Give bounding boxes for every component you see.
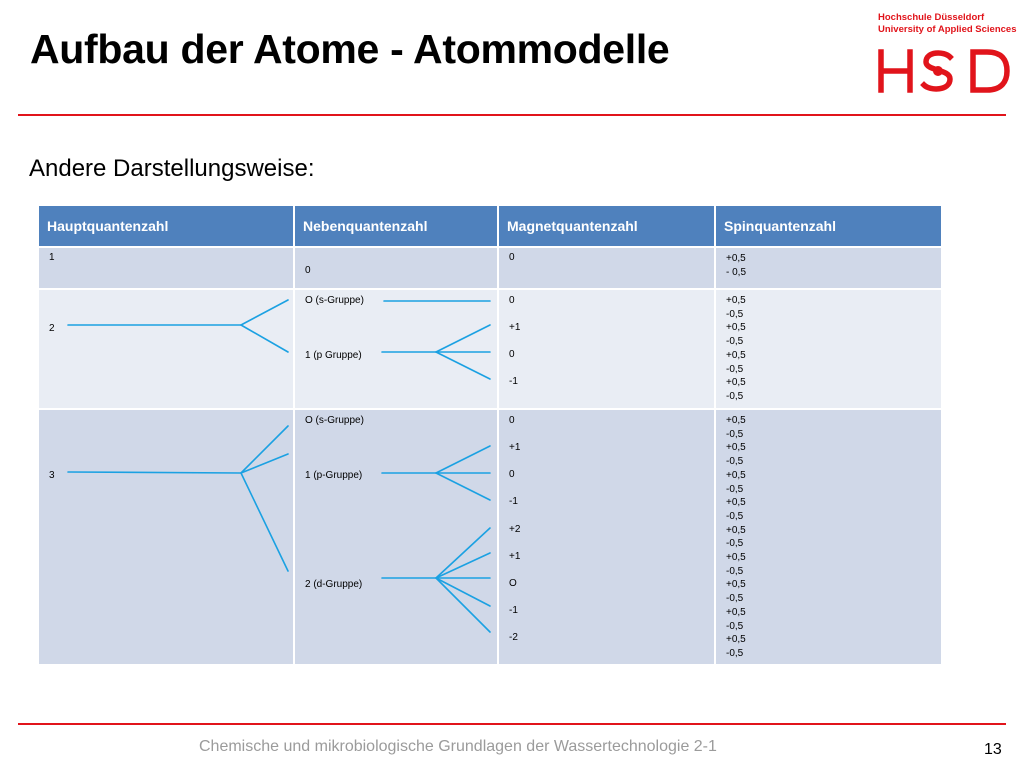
- m-value: 0: [509, 349, 515, 360]
- spin-value: +0,5: [726, 322, 746, 334]
- spin-value: -0,5: [726, 428, 744, 440]
- l-value: 2 (d-Gruppe): [305, 579, 363, 590]
- l-value: 1 (p Gruppe): [305, 350, 362, 361]
- header-magnetquantenzahl: Magnetquantenzahl: [498, 205, 715, 247]
- spin-value: +0,5: [726, 634, 746, 646]
- page-number: 13: [984, 741, 1002, 758]
- l-value: O (s-Gruppe): [305, 295, 364, 306]
- cell-m: [498, 247, 715, 289]
- spin-value: -0,5: [726, 510, 744, 522]
- cell-l: [294, 289, 498, 409]
- table-header-row: [38, 205, 942, 247]
- spin-value: -0,5: [726, 390, 744, 402]
- m-value: +1: [509, 551, 521, 562]
- slide-subtitle: Andere Darstellungsweise:: [29, 155, 315, 182]
- spin-value: +0,5: [726, 524, 746, 536]
- spin-value: -0,5: [726, 647, 744, 659]
- spin-value: - 0,5: [726, 266, 747, 278]
- cell-s: [715, 409, 942, 665]
- cell-s: [715, 247, 942, 289]
- spin-value: +0,5: [726, 552, 746, 564]
- hsd-logo: [878, 12, 1017, 96]
- spin-value: +0,5: [726, 253, 746, 264]
- slide-footer: Chemische und mikrobiologische Grundlagen der Wassertechnologie 2-1: [199, 738, 717, 755]
- header-hauptquantenzahl: Hauptquantenzahl: [38, 205, 294, 247]
- m-value: 0: [509, 252, 515, 263]
- l-value: 0: [305, 265, 311, 276]
- header-spinquantenzahl: Spinquantenzahl: [715, 205, 942, 247]
- m-value: 0: [509, 295, 515, 306]
- cell-s: [715, 289, 942, 409]
- slide-title: Aufbau der Atome - Atommodelle: [30, 26, 670, 72]
- n-value: 2: [49, 323, 55, 334]
- spin-value: -0,5: [726, 565, 744, 577]
- logo-line-2: University of Applied Sciences: [878, 24, 1017, 35]
- table-row: [38, 409, 942, 665]
- m-value: -1: [509, 376, 518, 387]
- spin-value: +0,5: [726, 442, 746, 454]
- table-row: [38, 289, 942, 409]
- spin-value: -0,5: [726, 336, 744, 348]
- header-nebenquantenzahl: Nebenquantenzahl: [294, 205, 498, 247]
- spin-value: +0,5: [726, 606, 746, 618]
- spin-value: +0,5: [726, 497, 746, 509]
- spin-value: -0,5: [726, 308, 744, 320]
- quantum-numbers-table: [37, 204, 943, 666]
- m-value: O: [509, 578, 517, 589]
- spin-value: -0,5: [726, 593, 744, 605]
- m-value: +2: [509, 524, 521, 535]
- m-value: -1: [509, 605, 518, 616]
- spin-value: -0,5: [726, 483, 744, 495]
- l-value: O (s-Gruppe): [305, 415, 364, 426]
- spin-value: -0,5: [726, 620, 744, 632]
- spin-value: +0,5: [726, 295, 746, 306]
- n-value: 3: [49, 470, 55, 481]
- spin-value: -0,5: [726, 538, 744, 550]
- m-value: -2: [509, 632, 518, 643]
- m-value: 0: [509, 415, 515, 426]
- n-value: 1: [49, 252, 55, 263]
- spin-value: +0,5: [726, 469, 746, 481]
- cell-n: [38, 247, 294, 289]
- spin-value: +0,5: [726, 579, 746, 591]
- m-value: -1: [509, 496, 518, 507]
- spin-value: -0,5: [726, 456, 744, 468]
- spin-value: +0,5: [726, 349, 746, 361]
- m-value: +1: [509, 442, 521, 453]
- m-value: 0: [509, 469, 515, 480]
- spin-value: +0,5: [726, 377, 746, 389]
- cell-n: [38, 409, 294, 665]
- cell-l: [294, 247, 498, 289]
- logo-line-1: Hochschule Düsseldorf: [878, 12, 985, 23]
- l-value: 1 (p-Gruppe): [305, 470, 363, 481]
- cell-l: [294, 409, 498, 665]
- spin-value: -0,5: [726, 363, 744, 375]
- cell-m: [498, 289, 715, 409]
- top-rule: [18, 114, 1006, 116]
- bottom-rule: [18, 723, 1006, 725]
- cell-m: [498, 409, 715, 665]
- table-row: [38, 247, 942, 289]
- hsd-logo-mark: [878, 48, 1013, 96]
- spin-value: +0,5: [726, 415, 746, 426]
- cell-n: [38, 289, 294, 409]
- m-value: +1: [509, 322, 521, 333]
